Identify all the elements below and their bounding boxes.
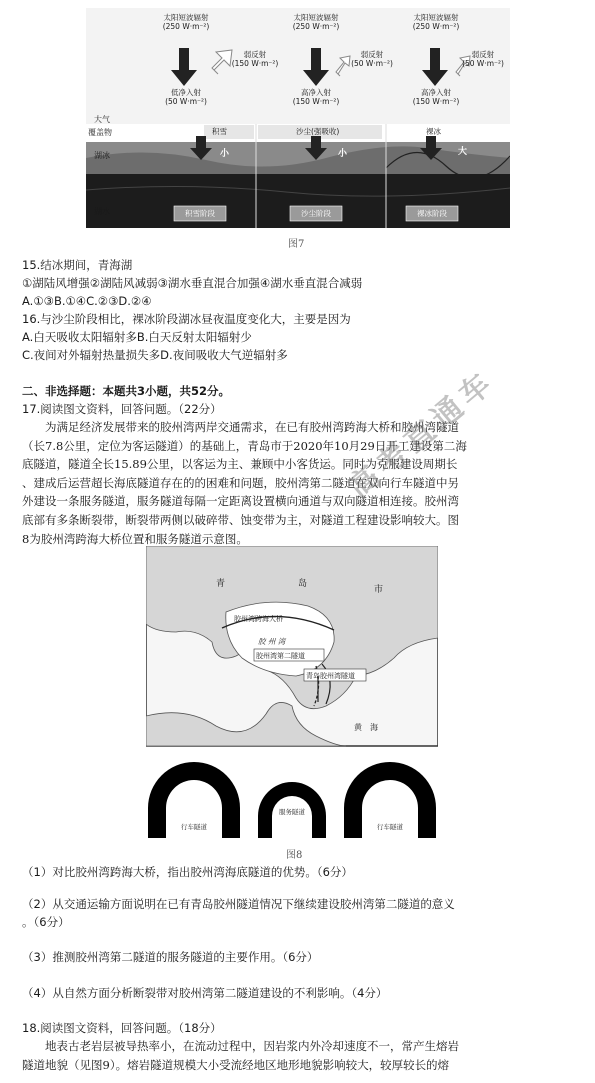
solar-arrow-2	[303, 48, 329, 86]
panel3-reflect-val: (50 W·m⁻²)	[462, 59, 504, 68]
city-char-3: 市	[374, 585, 384, 595]
bay-label: 胶 州 湾	[258, 637, 286, 646]
label-atmosphere: 大气	[94, 115, 110, 124]
q17-line-1: 为满足经济发展带来的胶州湾两岸交通需求，在已有胶州湾跨海大桥和胶州湾隧道	[45, 420, 459, 434]
tunnel2-label: 胶州湾第二隧道	[256, 652, 305, 660]
lane-right-label: 行车隧道	[377, 823, 403, 831]
q17-stem: 17.阅读图文资料，回答问题。（22分）	[22, 402, 222, 416]
label-cover: 覆盖物	[88, 128, 112, 137]
label-small-1: 小	[220, 149, 230, 159]
panel1-solar: 太阳短波辐射	[163, 13, 209, 22]
panel2-reflect-val: (50 W·m⁻²)	[351, 59, 393, 68]
figure-7-caption: 图7	[288, 239, 305, 250]
q17-line-3: 底隧道，隧道全长15.89公里，以客运为主、兼顾中小客货运。同时为克服建设周期长	[22, 457, 458, 472]
q17-line-6: 底部有多条断裂带，断裂带两侧以破碎带、蚀变带为主，对隧道工程建设影响较大。图	[22, 512, 459, 527]
q17-sub1: （1）对比胶州湾跨海大桥，指出胶州湾海底隧道的优势。（6分）	[22, 865, 353, 879]
bridge-label: 胶州湾跨海大桥	[234, 615, 283, 623]
panel1-stage: 积雪阶段	[185, 209, 215, 218]
solar-arrow-3	[422, 48, 448, 86]
q16-stem: 16.与沙尘阶段相比，裸冰阶段湖冰昼夜温度变化大，主要是因为	[22, 312, 351, 326]
q18-line-1: 地表古老岩层被导热率小，在流动过程中，因岩浆内外冷却速度不一，常产生熔岩	[45, 1039, 459, 1053]
panel2-solar-val: (250 W·m⁻²)	[292, 22, 340, 31]
panel2-stage: 沙尘阶段	[301, 209, 331, 218]
panel2-solar: 太阳短波辐射	[293, 13, 339, 22]
watermark: 高考直通车	[342, 363, 503, 506]
q17-passage	[22, 418, 574, 548]
jiaozhou-bay-map	[146, 546, 438, 838]
panel3-stage: 裸冰阶段	[417, 209, 447, 218]
q17-sub2a: （2）从交通运输方面说明在已有青岛胶州隧道情况下继续建设胶州湾第二隧道的意义	[22, 897, 455, 911]
panel3-net: 高净入射	[421, 88, 451, 97]
panel3-surface: 裸冰	[426, 127, 441, 136]
figure-7	[86, 8, 510, 228]
panel3-reflect: 弱反射	[471, 50, 495, 59]
figure-8	[146, 546, 438, 838]
q17-line-7: 8为胶州湾跨海大桥位置和服务隧道示意图。	[22, 531, 248, 546]
label-ice: 湖冰	[94, 151, 110, 160]
solar-arrow-1	[171, 48, 197, 86]
q16-choices-cd: C.夜间对外辐射热量损失多D.夜间吸收大气逆辐射多	[22, 348, 288, 362]
q15-options: ①湖陆风增强②湖陆风减弱③湖水垂直混合加强④湖水垂直混合减弱	[22, 276, 363, 290]
q18-line-2: 隧道地貌（见图9）。熔岩隧道规模大小受流经地区地形地貌影响较大，较厚较长的熔	[22, 1058, 450, 1072]
q18-passage	[22, 1037, 574, 1075]
label-water: 湖水	[94, 207, 110, 216]
city-char-1: 青	[216, 579, 226, 589]
q15-stem: 15.结冰期间，青海湖	[22, 258, 133, 272]
service-tunnel-label: 服务隧道	[279, 808, 305, 816]
figure-8-caption: 图8	[286, 850, 303, 861]
q17-sub2b: 。（6分）	[22, 915, 70, 929]
panel1-reflect: 弱反射	[243, 50, 267, 59]
city-char-2: 岛	[298, 579, 308, 589]
panel2-net: 高净入射	[301, 88, 331, 97]
q15-choices: A.①③B.①④C.②③D.②④	[22, 294, 152, 308]
tunnel1-label: 青岛胶州湾隧道	[306, 672, 355, 680]
panel2-reflect: 弱反射	[360, 50, 384, 59]
panel1-solar-val: (250 W·m⁻²)	[162, 22, 210, 31]
panel3-net-val: (150 W·m⁻²)	[412, 97, 460, 106]
radiation-diagram	[86, 8, 510, 228]
panel2-net-val: (150 W·m⁻²)	[292, 97, 340, 106]
section-2-heading: 二、非选择题：本题共3小题，共52分。	[22, 384, 231, 398]
q17-sub3: （3）推测胶州湾第二隧道的服务隧道的主要作用。（6分）	[22, 950, 319, 964]
label-big: 大	[458, 147, 468, 157]
label-small-2: 小	[338, 149, 348, 159]
panel1-reflect-val: (150 W·m⁻²)	[231, 59, 279, 68]
panel1-net: 低净入射	[171, 88, 201, 97]
lane-left-label: 行车隧道	[181, 823, 207, 831]
panel2-surface: 沙尘(强吸收)	[296, 127, 340, 136]
panel3-solar-val: (250 W·m⁻²)	[412, 22, 460, 31]
panel1-surface: 积雪	[212, 127, 227, 136]
q17-line-2: （长7.8公里，定位为客运隧道）的基础上，青岛市于2020年10月29日开工建设第二海	[22, 438, 467, 453]
q17-sub4: （4）从自然方面分析断裂带对胶州湾第二隧道建设的不利影响。（4分）	[22, 986, 388, 1000]
sea-label: 黄 海	[354, 723, 378, 732]
q18-stem: 18.阅读图文资料，回答问题。（18分）	[22, 1021, 222, 1035]
q16-choices-ab: A.白天吸收太阳辐射多B.白天反射太阳辐射少	[22, 330, 252, 344]
panel3-solar: 太阳短波辐射	[413, 13, 459, 22]
q17-line-5: 外建设一条服务隧道，服务隧道每隔一定距离设置横向通道与双向隧道相连接。胶州湾	[22, 494, 459, 509]
panel1-net-val: (50 W·m⁻²)	[165, 97, 207, 106]
q17-line-4: 、建成后运营超长海底隧道存在的的困难和问题，胶州湾第二隧道在双向行车隧道中另	[22, 475, 459, 490]
